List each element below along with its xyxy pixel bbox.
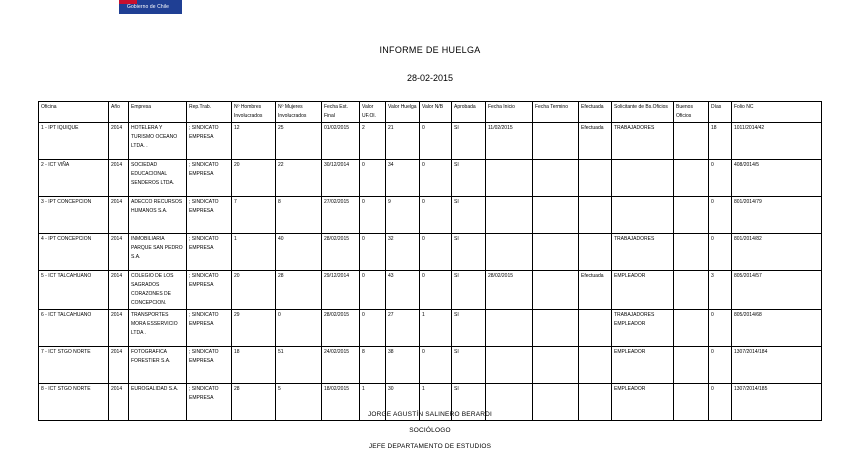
table-cell: 0 xyxy=(360,160,386,197)
col-header-hombres: Nº Hombres Involucrados xyxy=(232,102,276,123)
table-cell: 3 xyxy=(709,271,732,310)
table-cell xyxy=(579,347,612,384)
table-cell: 27 xyxy=(386,310,420,347)
table-cell xyxy=(486,234,533,271)
table-cell: 40 xyxy=(276,234,322,271)
table-cell: 28/02/2015 xyxy=(322,310,360,347)
col-header-valor-huelga: Valor Huelga xyxy=(386,102,420,123)
table-cell: 1 xyxy=(360,384,386,421)
table-row xyxy=(39,234,822,271)
col-header-valor-uf: Valor UF.Ol. xyxy=(360,102,386,123)
table-cell xyxy=(674,234,709,271)
table-cell: SI xyxy=(452,347,486,384)
col-header-oficina: Oficina xyxy=(39,102,109,123)
table-cell: 1 xyxy=(232,234,276,271)
table-cell: 29 xyxy=(232,310,276,347)
table-cell: 18 xyxy=(232,347,276,384)
table-cell: SI xyxy=(452,197,486,234)
col-header-valor-nb: Valor N/B xyxy=(420,102,452,123)
table-cell: SOCIEDAD EDUCACIONAL SENDEROS LTDA. xyxy=(129,160,187,197)
table-cell: 28 xyxy=(276,271,322,310)
table-cell xyxy=(533,160,579,197)
table-cell: COLEGIO DE LOS SAGRADOS CORAZONES DE CONCEPCION. xyxy=(129,271,187,310)
table-cell: 27/02/2015 xyxy=(322,197,360,234)
table-cell: 12 xyxy=(232,123,276,160)
table-cell: 0 xyxy=(420,160,452,197)
table-cell: 801/2014/79 xyxy=(732,197,822,234)
table-cell: 0 xyxy=(709,310,732,347)
table-cell: 1 - IPT IQUIQUE xyxy=(39,123,109,160)
table-cell: 7 - ICT STGO NORTE xyxy=(39,347,109,384)
table-cell: EMPLEADOR xyxy=(612,271,674,310)
table-cell: ADECCO RECURSOS HUMANOS S.A. xyxy=(129,197,187,234)
table-cell: 0 xyxy=(276,310,322,347)
table-cell xyxy=(533,123,579,160)
table-row xyxy=(39,271,822,310)
col-header-buenos-oficios: Buenos Oficios xyxy=(674,102,709,123)
table-cell: EMPLEADOR xyxy=(612,347,674,384)
table-cell: SI xyxy=(452,234,486,271)
table-cell: 2014 xyxy=(109,347,129,384)
col-header-ano: Año xyxy=(109,102,129,123)
table-cell: HOTELERA Y TURISMO OCEANO LTDA. . xyxy=(129,123,187,160)
col-header-dias: Días xyxy=(709,102,732,123)
table-cell: 5 xyxy=(276,384,322,421)
table-cell xyxy=(674,197,709,234)
table-cell: 24/02/2015 xyxy=(322,347,360,384)
table-cell: 5 - ICT TALCAHUANO xyxy=(39,271,109,310)
table-cell: 0 xyxy=(420,197,452,234)
table-cell: 22 xyxy=(276,160,322,197)
table-cell: SI xyxy=(452,160,486,197)
table-cell: 20 xyxy=(232,160,276,197)
table-cell: 0 xyxy=(420,271,452,310)
table-cell xyxy=(674,160,709,197)
col-header-fecha-termino: Fecha Termino xyxy=(533,102,579,123)
table-cell: 7 xyxy=(232,197,276,234)
table-cell: 2014 xyxy=(109,197,129,234)
table-cell: 0 xyxy=(360,310,386,347)
table-cell: INMOBILIARIA PARQUE SAN PEDRO S.A. xyxy=(129,234,187,271)
table-cell: 30 xyxy=(386,384,420,421)
table-cell: ; SINDICATO EMPRESA xyxy=(187,384,232,421)
col-header-efectuada: Efectuada xyxy=(579,102,612,123)
table-cell: ; SINDICATO EMPRESA xyxy=(187,234,232,271)
gobierno-logo-text: Gobierno de Chile xyxy=(127,4,170,10)
table-cell xyxy=(674,271,709,310)
table-cell: 28/02/2015 xyxy=(486,271,533,310)
table-cell: 801/2014/82 xyxy=(732,234,822,271)
table-cell: 11/02/2015 xyxy=(486,123,533,160)
table-cell: ; SINDICATO EMPRESA xyxy=(187,347,232,384)
table-cell: 29/12/2014 xyxy=(322,271,360,310)
col-header-aprobada: Aprobada xyxy=(452,102,486,123)
report-title: INFORME DE HUELGA xyxy=(379,45,481,55)
table-cell: 2014 xyxy=(109,271,129,310)
table-cell: 0 xyxy=(360,271,386,310)
table-cell: 1307/2014/185 xyxy=(732,384,822,421)
col-header-fecha-final: Fecha Est. Final xyxy=(322,102,360,123)
table-row xyxy=(39,123,822,160)
table-row xyxy=(39,160,822,197)
table-cell: 0 xyxy=(420,347,452,384)
table-cell xyxy=(674,310,709,347)
table-cell: 0 xyxy=(709,347,732,384)
table-cell xyxy=(674,347,709,384)
table-cell xyxy=(579,310,612,347)
table-cell: 20 xyxy=(232,271,276,310)
table-cell: 18/02/2015 xyxy=(322,384,360,421)
table-cell: SI xyxy=(452,310,486,347)
table-cell: 805/2014/57 xyxy=(732,271,822,310)
table-cell: 01/02/2015 xyxy=(322,123,360,160)
table-cell: Efectuada xyxy=(579,123,612,160)
signature-name: JORGE AGUSTÍN SALINERO BERARDI xyxy=(367,411,493,418)
table-cell: ; SINDICATO EMPRESA xyxy=(187,310,232,347)
table-cell: 1 xyxy=(420,310,452,347)
table-cell xyxy=(486,310,533,347)
table-cell: 1011/2014/42 xyxy=(732,123,822,160)
table-cell: 2014 xyxy=(109,234,129,271)
table-cell: 0 xyxy=(709,234,732,271)
table-row xyxy=(39,197,822,234)
table-cell xyxy=(486,160,533,197)
signature-role: SOCIÓLOGO xyxy=(409,427,451,434)
table-row xyxy=(39,347,822,384)
table-cell: ; SINDICATO EMPRESA xyxy=(187,160,232,197)
table-cell: 805/2014/68 xyxy=(732,310,822,347)
table-cell xyxy=(533,234,579,271)
table-cell xyxy=(579,234,612,271)
table-cell: 0 xyxy=(420,234,452,271)
table-cell: 2014 xyxy=(109,310,129,347)
table-cell: ; SINDICATO EMPRESA xyxy=(187,197,232,234)
col-header-rep-trab: Rep.Trab. xyxy=(187,102,232,123)
strike-report-table xyxy=(38,101,822,421)
table-cell: 30/12/2014 xyxy=(322,160,360,197)
col-header-fecha-inicio: Fecha Inicio xyxy=(486,102,533,123)
table-cell: SI xyxy=(452,123,486,160)
table-cell: SI xyxy=(452,271,486,310)
table-cell: 0 xyxy=(360,197,386,234)
table-cell: Efectuada xyxy=(579,271,612,310)
table-cell: 2 - ICT VIÑA xyxy=(39,160,109,197)
table-cell: 25 xyxy=(276,123,322,160)
table-cell xyxy=(533,271,579,310)
table-cell: 8 - ICT STGO NORTE xyxy=(39,384,109,421)
table-cell: FOTOGRAFICA FORESTIER S.A. xyxy=(129,347,187,384)
table-cell: 28/02/2015 xyxy=(322,234,360,271)
table-cell xyxy=(579,160,612,197)
col-header-folio: Folio NC xyxy=(732,102,822,123)
signature-department: JEFE DEPARTAMENTO DE ESTUDIOS xyxy=(368,443,492,450)
table-cell: 18 xyxy=(709,123,732,160)
table-cell xyxy=(533,310,579,347)
table-cell: 38 xyxy=(386,347,420,384)
table-cell: 21 xyxy=(386,123,420,160)
table-cell: 6 - ICT TALCAHUANO xyxy=(39,310,109,347)
table-cell: 8 xyxy=(360,347,386,384)
table-cell: 2014 xyxy=(109,160,129,197)
table-cell xyxy=(486,197,533,234)
table-cell: 32 xyxy=(386,234,420,271)
table-cell: 34 xyxy=(386,160,420,197)
table-cell: 1307/2014/184 xyxy=(732,347,822,384)
table-cell: 51 xyxy=(276,347,322,384)
report-date: 28-02-2015 xyxy=(406,73,454,83)
table-cell xyxy=(533,347,579,384)
table-cell: ; SINDICATO EMPRESA xyxy=(187,271,232,310)
table-cell: TRABAJADORES xyxy=(612,234,674,271)
table-cell xyxy=(533,197,579,234)
table-header-row xyxy=(39,102,822,123)
table-cell: 2014 xyxy=(109,123,129,160)
table-row xyxy=(39,310,822,347)
table-cell: TRABAJADORES xyxy=(612,123,674,160)
table-cell: 8 xyxy=(276,197,322,234)
table-cell xyxy=(579,197,612,234)
table-cell: 0 xyxy=(709,384,732,421)
table-cell: 9 xyxy=(386,197,420,234)
table-cell: 2014 xyxy=(109,384,129,421)
table-cell: 1 xyxy=(420,384,452,421)
table-cell: EMPLEADOR xyxy=(612,384,674,421)
table-cell xyxy=(612,160,674,197)
table-cell: 0 xyxy=(420,123,452,160)
col-header-empresa: Empresa xyxy=(129,102,187,123)
table-cell: EUROGALIDAD S.A. xyxy=(129,384,187,421)
table-cell: TRABAJADORES EMPLEADOR xyxy=(612,310,674,347)
table-cell: 0 xyxy=(360,234,386,271)
table-cell: 43 xyxy=(386,271,420,310)
table-cell: 28 xyxy=(232,384,276,421)
table-cell xyxy=(612,197,674,234)
table-cell xyxy=(674,123,709,160)
col-header-solicitante: Solicitante de Bs.Oficios xyxy=(612,102,674,123)
table-cell: 408/2014/5 xyxy=(732,160,822,197)
table-cell: TRANSPORTES MORA ESSERVICIO LTDA . xyxy=(129,310,187,347)
col-header-mujeres: Nº Mujeres Involucrados xyxy=(276,102,322,123)
table-cell: 0 xyxy=(709,160,732,197)
table-cell: 0 xyxy=(709,197,732,234)
table-cell: 2 xyxy=(360,123,386,160)
table-cell: SI xyxy=(452,384,486,421)
table-cell: 4 - IPT CONCEPCION xyxy=(39,234,109,271)
table-cell xyxy=(486,347,533,384)
table-cell: ; SINDICATO EMPRESA xyxy=(187,123,232,160)
table-cell: 3 - IPT CONCEPCION xyxy=(39,197,109,234)
